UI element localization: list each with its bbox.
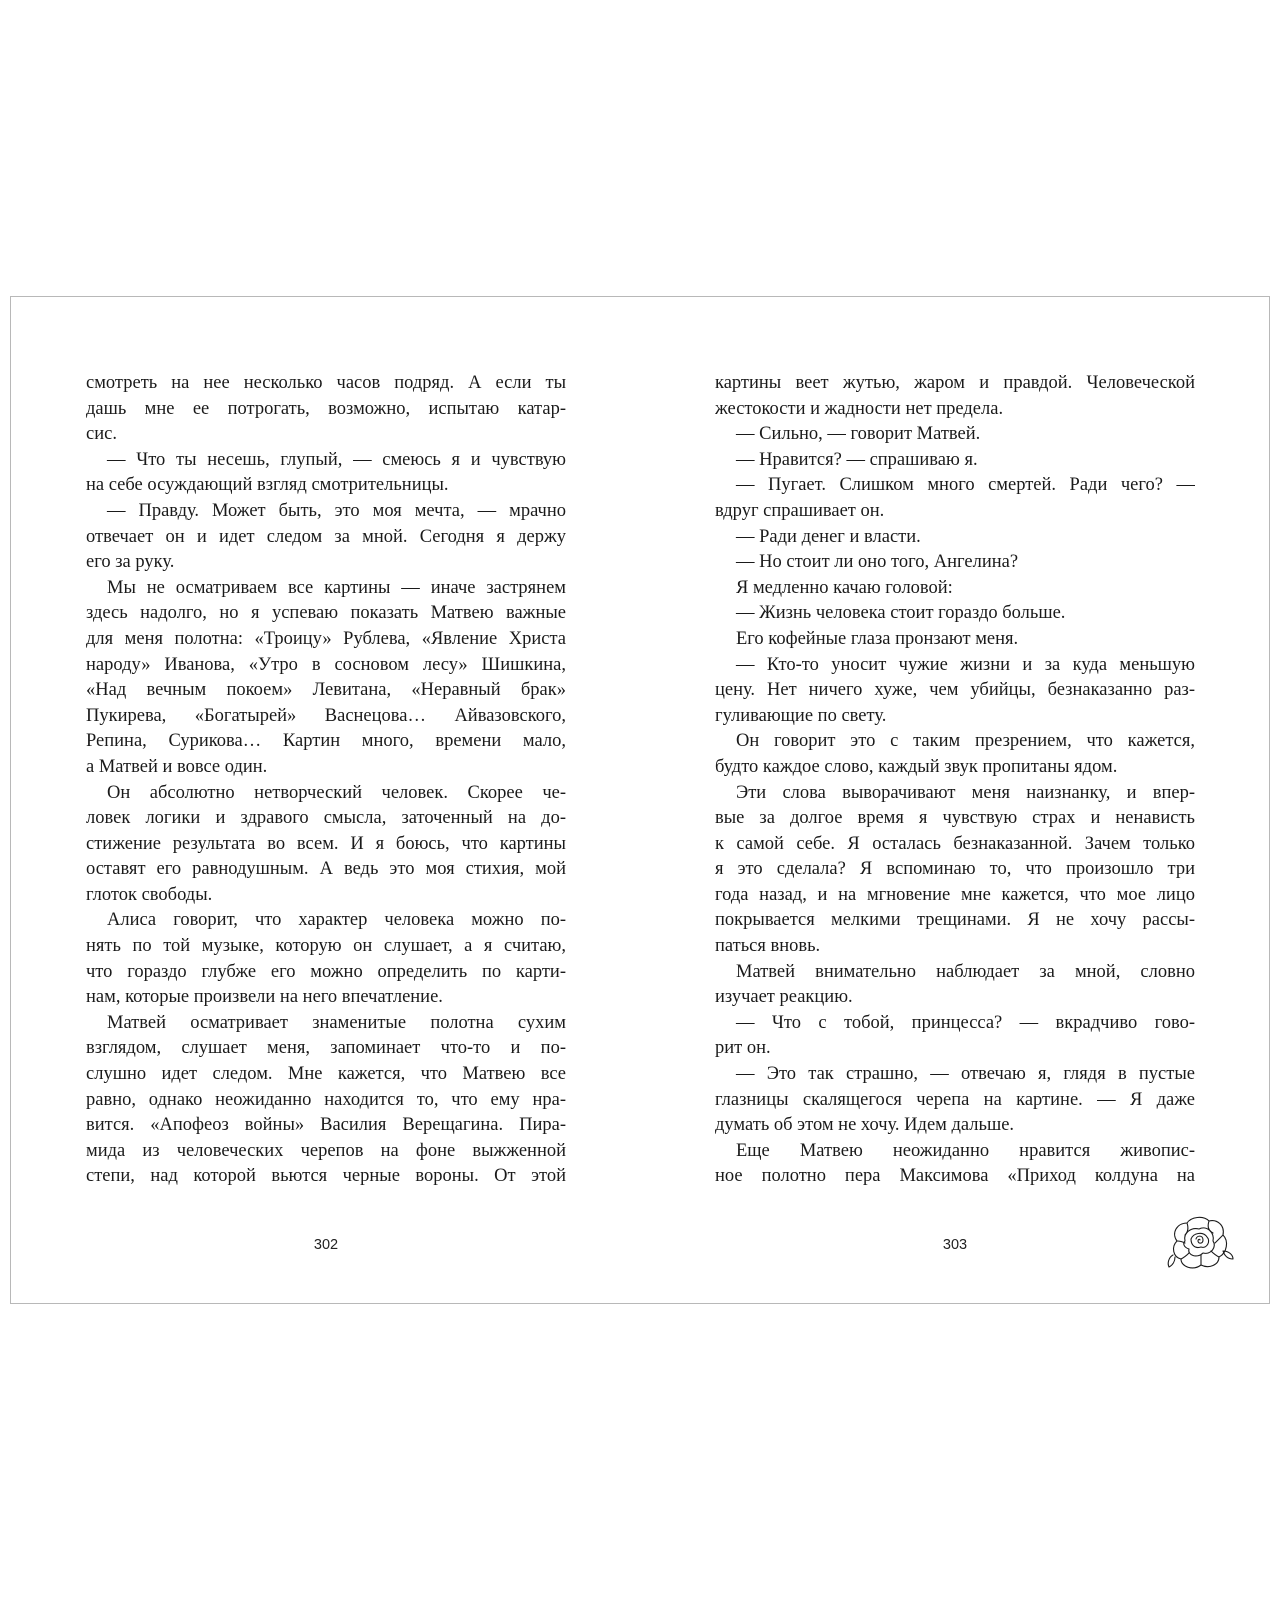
text-line: на себе осуждающий взгляд смотрительницы.: [86, 475, 449, 496]
right-page-text: [715, 371, 1195, 1190]
text-line: взглядом, слушает меня, запоминает что-то и по-: [86, 1038, 566, 1059]
text-line: — Пугает. Слишком много смертей. Ради чего? —: [736, 475, 1195, 496]
text-line: рит он.: [715, 1038, 771, 1059]
text-line: Матвей осматривает знаменитые полотна сухим: [107, 1012, 566, 1033]
text-line: Мы не осматриваем все картины — иначе застрянем: [107, 577, 566, 598]
text-line: — Сильно, — говорит Матвей.: [736, 424, 981, 445]
text-line: Эти слова выворачивают меня наизнанку, и впер-: [736, 782, 1195, 803]
text-line: — Ради денег и власти.: [736, 526, 921, 547]
text-line: Он абсолютно нетворческий человек. Скорее че-: [107, 782, 566, 803]
text-line: года назад, и на мгновение мне кажется, что мое лицо: [715, 884, 1195, 905]
text-line: жестокости и жадности нет предела.: [715, 398, 1004, 419]
text-line: думать об этом не хочу. Идем дальше.: [715, 1115, 1015, 1136]
text-line: слушно идет следом. Мне кажется, что Матвею все: [86, 1064, 566, 1085]
text-line: вдруг спрашивает он.: [715, 500, 885, 521]
text-line: покрывается мелкими трещинами. Я не хочу рассы-: [715, 910, 1195, 931]
text-line: будто каждое слово, каждый звук пропитаны ядом.: [715, 756, 1118, 777]
text-line: его за руку.: [86, 552, 175, 573]
rose-icon: [1163, 1211, 1235, 1275]
text-line: ное полотно пера Максимова «Приход колдуна на: [715, 1166, 1195, 1187]
text-line: оставят его равнодушным. А ведь это моя стихия, мой: [86, 859, 566, 880]
text-line: Он говорит это с таким презрением, что кажется,: [736, 731, 1195, 752]
text-line: глазницы скалящегося черепа на картине. — Я даже: [715, 1089, 1195, 1110]
text-line: дашь мне ее потрогать, возможно, испытаю катар-: [86, 398, 566, 419]
text-line: для меня полотна: «Троицу» Рублева, «Явление Христа: [86, 628, 566, 649]
text-line: а Матвей и вовсе один.: [86, 756, 268, 777]
text-line: народу» Иванова, «Утро в сосновом лесу» Шишкина,: [86, 654, 566, 675]
text-line: к самой себе. Я осталась безнаказанной. Зачем только: [715, 833, 1195, 854]
text-line: гуливающие по свету.: [715, 705, 887, 726]
text-line: стижение результата во всем. И я боюсь, что картины: [86, 833, 566, 854]
text-line: глоток свободы.: [86, 884, 213, 905]
text-line: нять по той музыке, которую он слушает, а я считаю,: [86, 936, 566, 957]
text-line: Репина, Сурикова… Картин много, времени мало,: [86, 731, 566, 752]
text-line: картины веет жутью, жаром и правдой. Человеческой: [715, 373, 1195, 393]
text-line: изучает реакцию.: [715, 987, 853, 1008]
text-line: Пукирева, «Богатырей» Васнецова… Айвазовского,: [86, 705, 566, 726]
text-line: ловек логики и здравого смысла, заточенный на до-: [86, 808, 566, 829]
text-line: Матвей внимательно наблюдает за мной, словно: [736, 961, 1195, 982]
text-line: — Но стоит ли оно того, Ангелина?: [736, 552, 1019, 573]
text-line: равно, однако неожиданно находится то, что ему нра-: [86, 1089, 566, 1110]
text-line: паться вновь.: [715, 936, 821, 957]
text-line: — Это так страшно, — отвечаю я, глядя в пустые: [736, 1064, 1195, 1085]
text-line: цену. Нет ничего хуже, чем убийцы, безнаказанно раз-: [715, 680, 1195, 701]
text-line: Еще Матвею неожиданно нравится живопис-: [736, 1140, 1195, 1161]
text-line: нам, которые произвели на него впечатление.: [86, 987, 443, 1008]
text-line: — Жизнь человека стоит гораздо больше.: [736, 603, 1066, 624]
left-page-text: [86, 371, 566, 1190]
text-line: здесь надолго, но я успеваю показать Матвею важные: [86, 603, 566, 624]
text-line: — Кто-то уносит чужие жизни и за куда меньшую: [736, 654, 1195, 675]
text-line: что гораздо глубже его можно определить по карти-: [86, 961, 566, 982]
page-number-right: 303: [942, 1237, 968, 1253]
text-line: вится. «Апофеоз войны» Василия Верещагина. Пира-: [86, 1115, 566, 1136]
text-line: «Над вечным покоем» Левитана, «Неравный брак»: [86, 680, 566, 701]
text-line: я это сделала? Я вспоминаю то, что произошло три: [715, 859, 1195, 880]
text-line: — Что с тобой, принцесса? — вкрадчиво гово-: [736, 1012, 1195, 1033]
text-line: мида из человеческих черепов на фоне выжженной: [86, 1140, 566, 1161]
text-line: сис.: [86, 424, 117, 445]
text-line: Алиса говорит, что характер человека можно по-: [107, 910, 566, 931]
page-number-left: 302: [313, 1237, 339, 1253]
text-line: Я медленно качаю головой:: [736, 577, 953, 598]
book-spread: [10, 296, 1270, 1304]
text-line: степи, над которой вьются черные вороны. От этой: [86, 1166, 566, 1187]
text-line: отвечает он и идет следом за мной. Сегодня я держу: [86, 526, 566, 547]
text-line: — Нравится? — спрашиваю я.: [736, 449, 978, 470]
text-line: — Что ты несешь, глупый, — смеюсь я и чувствую: [107, 449, 566, 470]
text-line: Его кофейные глаза пронзают меня.: [736, 628, 1019, 649]
text-line: смотреть на нее несколько часов подряд. А если ты: [86, 373, 566, 393]
text-line: вые за долгое время я чувствую страх и ненависть: [715, 808, 1195, 829]
text-line: — Правду. Может быть, это моя мечта, — мрачно: [107, 500, 566, 521]
